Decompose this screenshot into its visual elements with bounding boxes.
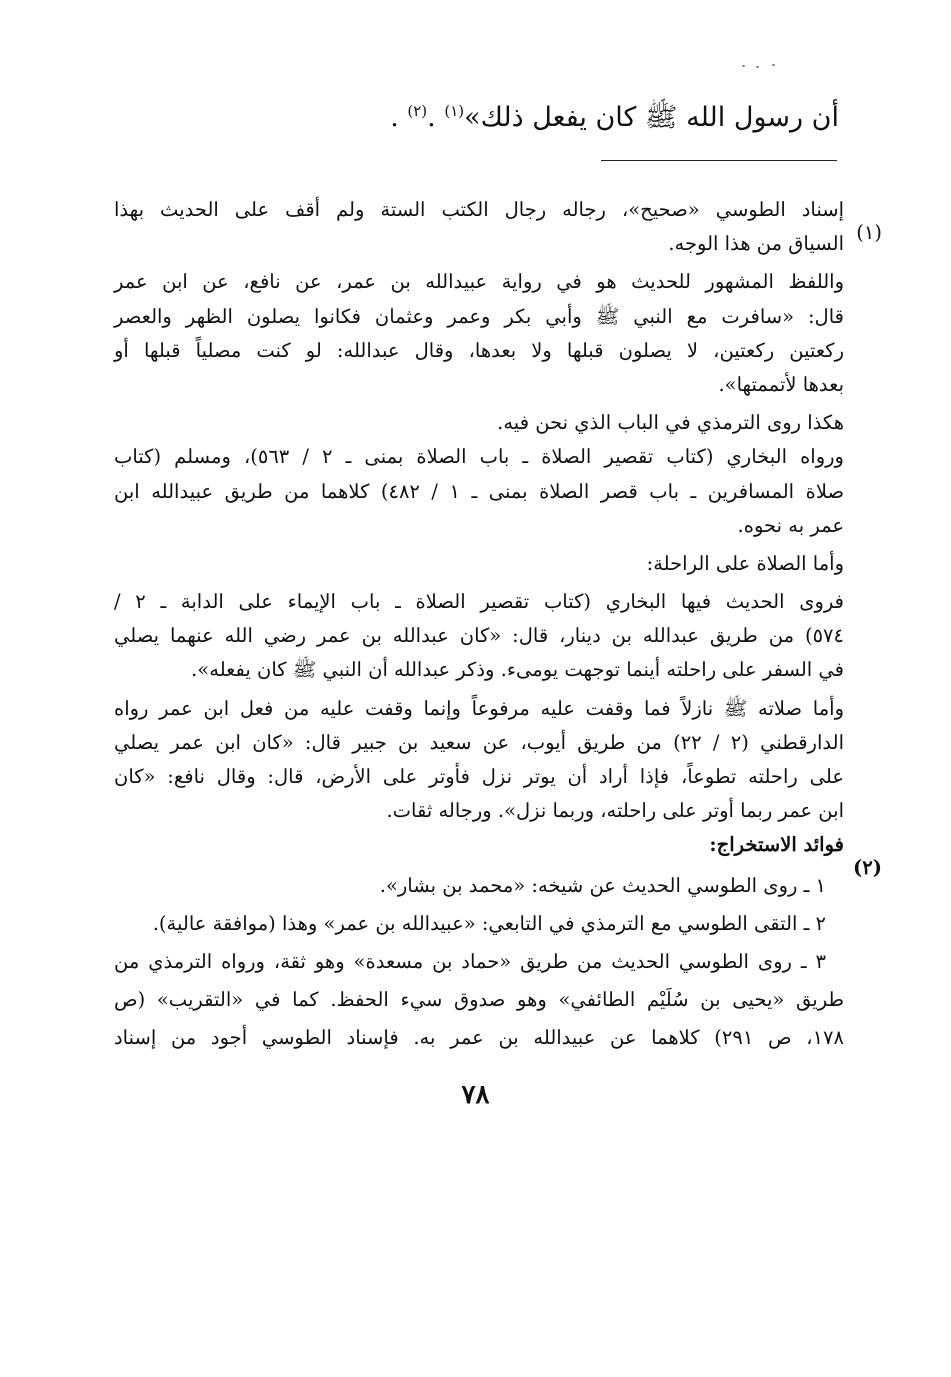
paragraph-line: الدارقطني (٢ / ٢٢) من طريق أيوب، عن سعيد بن جبير قال: «كان ابن عمر يصلي <box>114 730 844 754</box>
paragraph-line: بعدها لأتممتها». <box>718 372 844 396</box>
footnote-2-heading: (٢) فوائد الاستخراج: <box>114 828 844 862</box>
footnotes <box>114 193 882 1056</box>
footnote-2-label: (٢) <box>853 856 882 880</box>
footnote-divider <box>601 160 837 161</box>
paragraph-line: واللفظ المشهور للحديث هو في رواية عبيدالله بن عمر، عن نافع، عن ابن عمر <box>114 270 844 294</box>
paragraph-line: فروى الحديث فيها البخاري (كتاب تقصير الصلاة ـ باب الإيماء على الدابة ـ ٢ / <box>114 590 844 614</box>
paragraph-line: ٥٧٤) من طريق عبدالله بن دينار، قال: «كان عبدالله بن عمر رضي الله عنهما يصلي <box>114 624 844 648</box>
footnote-1-label: (١) <box>856 221 882 244</box>
main-text: أن رسول الله ﷺ كان يفعل ذلك» <box>464 102 839 133</box>
page-number: ٧٨ <box>461 1080 490 1110</box>
benefit-item: ٢ ـ التقى الطوسي مع الترمذي في التابعي: «عبيدالله بن عمر» وهذا (موافقة عالية). <box>152 911 826 935</box>
main-text-line <box>99 96 839 140</box>
benefit-item: ٣ ـ روى الطوسي الحديث من طريق «حماد بن مسعدة» وهو ثقة، ورواه الترمذي من <box>114 949 826 973</box>
paragraph-line: وأما الصلاة على الراحلة: <box>646 551 844 575</box>
footnote-ref-1[interactable]: (١) <box>444 102 465 120</box>
benefit-item-line: طريق «يحيى بن سُلَيْم الطائفي» وهو صدوق سيء الحفظ. كما في «التقريب» (ص <box>114 988 844 1012</box>
main-text-end: . <box>390 102 408 133</box>
scan-speck <box>742 64 782 68</box>
paragraph-line: عمر به نحوه. <box>737 513 844 537</box>
paragraph-line: ورواه البخاري (كتاب تقصير الصلاة ـ باب الصلاة بمنى ـ ٢ / ٥٦٣)، ومسلم (كتاب <box>114 445 844 469</box>
benefit-item: ١ ـ روى الطوسي الحديث عن شيخه: «محمد بن بشار». <box>379 873 826 897</box>
paragraph-line: وأما صلاته ﷺ نازلاً فما وقفت عليه مرفوعاً وإنما وقفت عليه من فعل ابن عمر رواه <box>114 696 844 720</box>
footnote-ref-2[interactable]: (٢) <box>407 102 428 120</box>
benefit-item-line: ١٧٨، ص ٢٩١) كلاهما عن عبيدالله بن عمر به. فإسناد الطوسي أجود من إسناد <box>114 1026 844 1050</box>
paragraph-line: على راحلته تطوعاً، فإذا أراد أن يوتر نزل فأوتر على الأرض، قال: وقال نافع: «كان <box>114 765 844 788</box>
paragraph-line: ركعتين ركعتين، لا يصلون قبلها ولا بعدها، وقال عبدالله: لو كنت مصلياً قبلها أو <box>114 338 844 362</box>
main-text-separator: . <box>427 102 445 133</box>
paragraph-line: ابن عمر ربما أوتر على راحلته، وربما نزل». ورجاله ثقات. <box>386 799 844 823</box>
paragraph-line: صلاة المسافرين ـ باب قصر الصلاة بمنى ـ ١ / ٤٨٢) كلاهما من طريق عبيدالله ابن <box>114 479 845 503</box>
paragraph-line: قال: «سافرت مع النبي ﷺ وأبي بكر وعمر وعثمان فكانوا يصلون الظهر والعصر <box>114 304 844 328</box>
paragraph-line: هكذا روى الترمذي في الباب الذي نحن فيه. <box>497 411 844 435</box>
footnote-1-line: السياق من هذا الوجه. <box>668 232 844 256</box>
footnote-1-line: (١) إسناد الطوسي «صحيح»، رجاله رجال الكتب الستة ولم أقف على الحديث بهذا <box>114 193 844 227</box>
paragraph-line: في السفر على راحلته أينما توجهت يومىء. وذكر عبدالله أن النبي ﷺ كان يفعله». <box>191 658 844 682</box>
